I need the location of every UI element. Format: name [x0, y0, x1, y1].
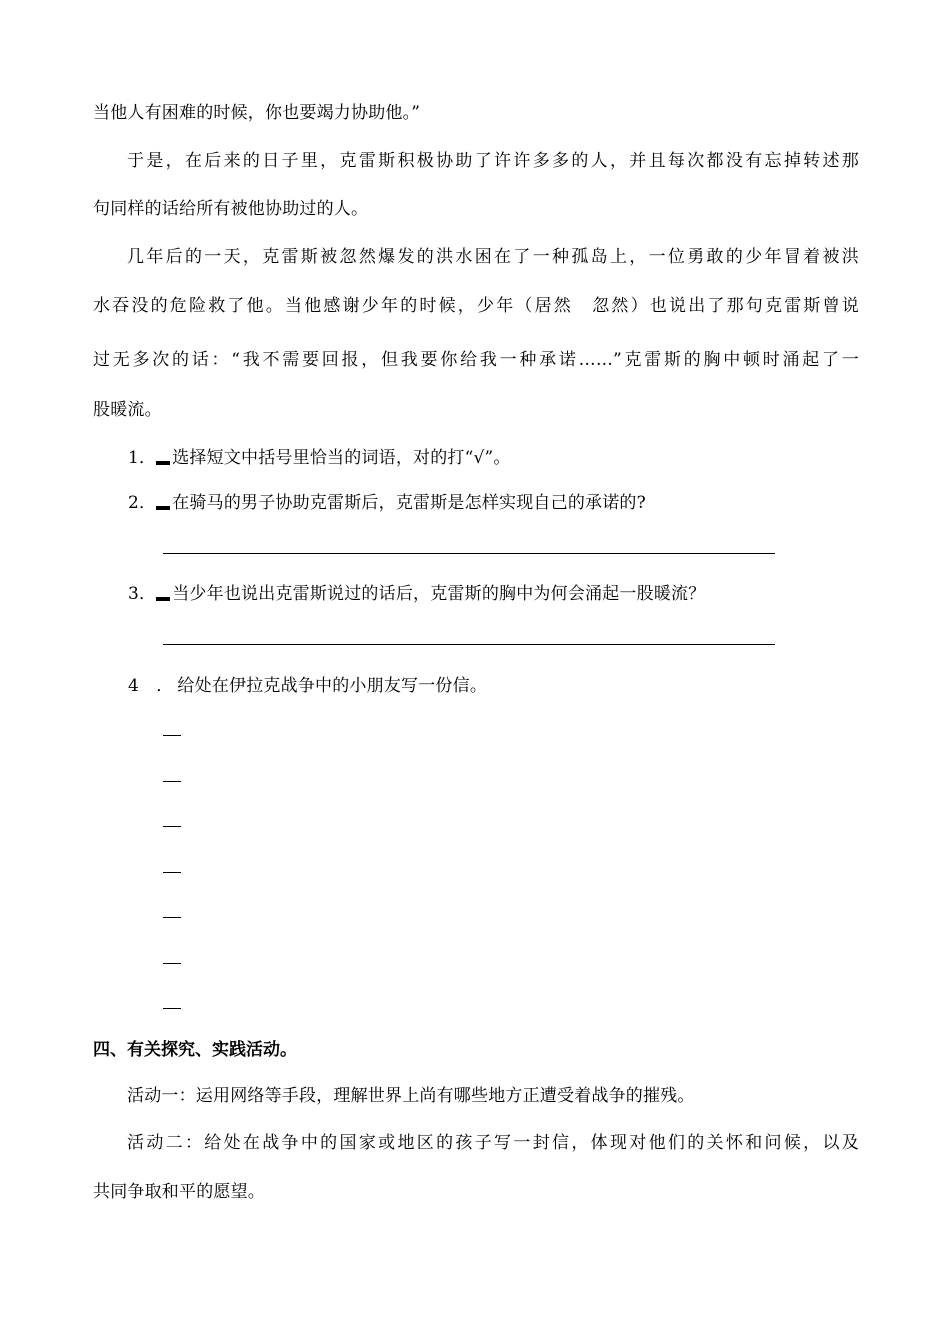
- passage-line-2: 于是，在后来的日子里，克雷斯积极协助了许许多多的人，并且每次都没有忘掉转述那: [127, 151, 859, 171]
- question-2-number: 2．: [128, 493, 157, 513]
- passage-line-3: 句同样的话给所有被他协助过的人。: [93, 199, 369, 219]
- question-1-text: 选择短文中括号里恰当的词语，对的打“√”。: [172, 448, 511, 468]
- activity-1: 活动一：运用网络等手段，理解世界上尚有哪些地方正遭受着战争的摧残。: [127, 1086, 695, 1106]
- question-2: [128, 493, 646, 513]
- question-4: [128, 676, 487, 696]
- activity-2-line-2: 共同争取和平的愿望。: [93, 1182, 265, 1202]
- section-4-heading: 四、有关探究、实践活动。: [93, 1040, 297, 1060]
- letter-line[interactable]: [163, 872, 181, 873]
- question-1-number: 1．: [128, 448, 157, 468]
- question-3-number: 3．: [128, 584, 157, 604]
- letter-line[interactable]: [163, 1008, 181, 1009]
- question-3-text: 当少年也说出克雷斯说过的话后，克雷斯的胸中为何会涌起一股暖流？: [172, 584, 706, 604]
- passage-line-7: 股暖流。: [93, 400, 162, 420]
- question-3-marker-icon: [156, 593, 170, 601]
- question-4-number: 4 ．: [128, 676, 174, 696]
- letter-line[interactable]: [163, 917, 181, 918]
- question-2-marker-icon: [156, 502, 170, 510]
- question-2-text: 在骑马的男子协助克雷斯后，克雷斯是怎样实现自己的承诺的?: [172, 493, 646, 513]
- letter-line[interactable]: [163, 781, 181, 782]
- question-1-marker-icon: [156, 457, 170, 465]
- question-3: [128, 584, 705, 604]
- activity-2-line-1: 活动二：给处在战争中的国家或地区的孩子写一封信，体现对他们的关怀和问候，以及: [127, 1133, 859, 1153]
- question-3-answer-line[interactable]: [163, 644, 775, 645]
- question-2-answer-line[interactable]: [163, 553, 775, 554]
- passage-line-5: 水吞没的危险救了他。当他感谢少年的时候，少年（居然 忽然）也说出了那句克雷斯曾说: [93, 296, 859, 316]
- letter-line[interactable]: [163, 735, 181, 736]
- question-1: [128, 448, 511, 468]
- passage-line-6: 过无多次的话：“我不需要回报，但我要你给我一种承诺……”克雷斯的胸中顿时涌起了一: [93, 350, 859, 370]
- letter-line[interactable]: [163, 963, 181, 964]
- passage-line-1: 当他人有困难的时候，你也要竭力协助他。”: [93, 103, 421, 123]
- passage-line-4: 几年后的一天，克雷斯被忽然爆发的洪水困在了一种孤岛上，一位勇敢的少年冒着被洪: [127, 247, 859, 267]
- question-4-text: 给处在伊拉克战争中的小朋友写一份信。: [177, 676, 488, 696]
- letter-line[interactable]: [163, 826, 181, 827]
